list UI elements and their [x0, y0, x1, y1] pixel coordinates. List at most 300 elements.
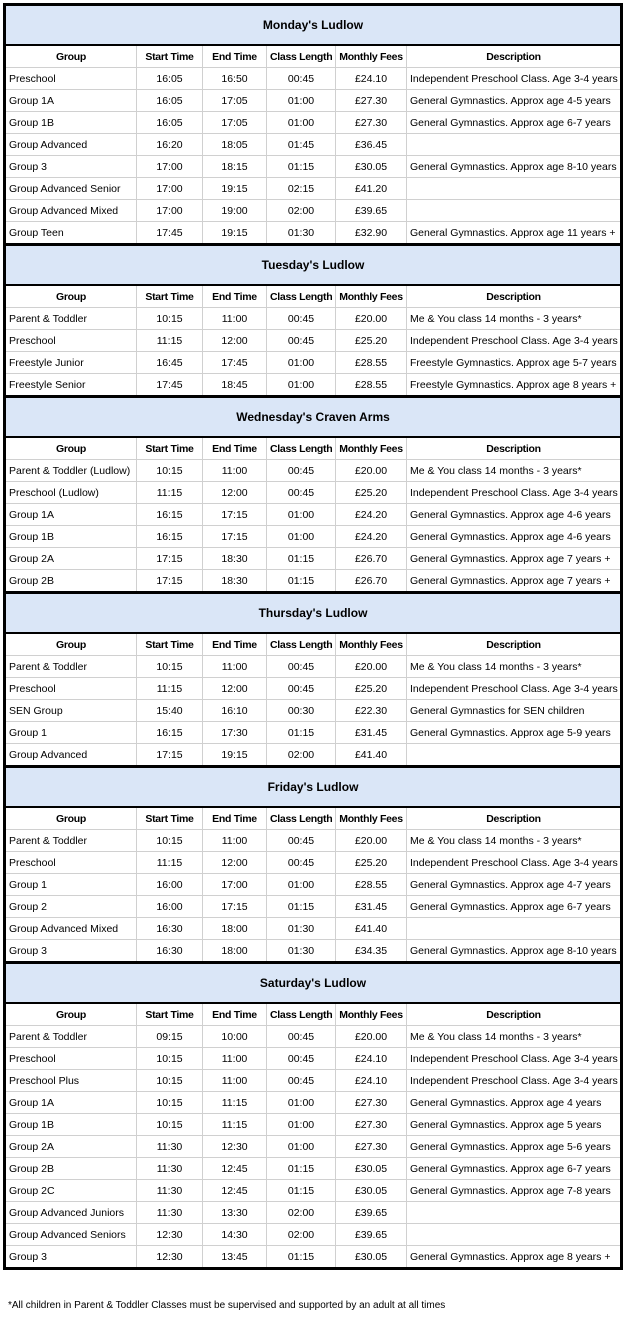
cell-class-length: 00:45: [267, 330, 336, 352]
header-row: [5, 633, 622, 656]
cell-monthly-fees: £39.65: [336, 1224, 407, 1246]
cell-description: General Gymnastics. Approx age 6-7 years: [407, 112, 622, 134]
table-row: [5, 352, 622, 374]
cell-start-time: 11:30: [137, 1158, 203, 1180]
cell-start-time: 17:15: [137, 744, 203, 767]
cell-description: General Gymnastics. Approx age 6-7 years: [407, 896, 622, 918]
cell-description: [407, 134, 622, 156]
header-row: [5, 1003, 622, 1026]
cell-start-time: 10:15: [137, 830, 203, 852]
cell-start-time: 10:15: [137, 308, 203, 330]
table-row: [5, 918, 622, 940]
cell-start-time: 16:30: [137, 918, 203, 940]
cell-end-time: 12:00: [203, 852, 267, 874]
cell-monthly-fees: £26.70: [336, 570, 407, 593]
cell-monthly-fees: £32.90: [336, 222, 407, 245]
cell-group: Preschool: [5, 1048, 137, 1070]
cell-start-time: 17:15: [137, 570, 203, 593]
cell-end-time: 18:05: [203, 134, 267, 156]
cell-description: Independent Preschool Class. Age 3-4 years: [407, 68, 622, 90]
cell-class-length: 00:45: [267, 482, 336, 504]
cell-group: Freestyle Senior: [5, 374, 137, 397]
cell-group: Group 1A: [5, 504, 137, 526]
cell-start-time: 11:15: [137, 852, 203, 874]
cell-start-time: 16:15: [137, 526, 203, 548]
cell-group: Preschool Plus: [5, 1070, 137, 1092]
cell-group: Parent & Toddler (Ludlow): [5, 460, 137, 482]
cell-monthly-fees: £30.05: [336, 1246, 407, 1269]
cell-start-time: 11:30: [137, 1180, 203, 1202]
cell-description: General Gymnastics. Approx age 6-7 years: [407, 1158, 622, 1180]
cell-group: Group Advanced Seniors: [5, 1224, 137, 1246]
cell-description: [407, 200, 622, 222]
cell-class-length: 01:00: [267, 112, 336, 134]
cell-description: General Gymnastics. Approx age 4 years: [407, 1092, 622, 1114]
cell-start-time: 11:30: [137, 1202, 203, 1224]
cell-class-length: 01:00: [267, 352, 336, 374]
cell-end-time: 11:00: [203, 460, 267, 482]
table-row: [5, 570, 622, 593]
cell-description: Independent Preschool Class. Age 3-4 years: [407, 482, 622, 504]
cell-group: Group 3: [5, 1246, 137, 1269]
cell-class-length: 01:00: [267, 90, 336, 112]
cell-monthly-fees: £31.45: [336, 722, 407, 744]
table-row: [5, 68, 622, 90]
header-start-time: Start Time: [137, 285, 203, 308]
header-class-length: Class Length: [267, 807, 336, 830]
cell-monthly-fees: £27.30: [336, 112, 407, 134]
header-description: Description: [407, 633, 622, 656]
table-row: [5, 548, 622, 570]
cell-class-length: 01:00: [267, 374, 336, 397]
cell-description: Independent Preschool Class. Age 3-4 years: [407, 1070, 622, 1092]
cell-description: General Gymnastics. Approx age 7-8 years: [407, 1180, 622, 1202]
table-row: [5, 1158, 622, 1180]
cell-end-time: 19:15: [203, 178, 267, 200]
cell-start-time: 12:30: [137, 1246, 203, 1269]
header-end-time: End Time: [203, 285, 267, 308]
cell-description: General Gymnastics. Approx age 7 years +: [407, 548, 622, 570]
cell-class-length: 00:45: [267, 308, 336, 330]
section-title: Monday's Ludlow: [5, 5, 622, 46]
header-class-length: Class Length: [267, 45, 336, 68]
section-title: Tuesday's Ludlow: [5, 245, 622, 286]
cell-group: Parent & Toddler: [5, 656, 137, 678]
header-end-time: End Time: [203, 437, 267, 460]
cell-end-time: 11:00: [203, 1048, 267, 1070]
header-end-time: End Time: [203, 807, 267, 830]
header-row: [5, 437, 622, 460]
cell-start-time: 17:45: [137, 222, 203, 245]
cell-description: General Gymnastics. Approx age 4-7 years: [407, 874, 622, 896]
cell-description: Me & You class 14 months - 3 years*: [407, 830, 622, 852]
table-row: [5, 90, 622, 112]
cell-start-time: 16:45: [137, 352, 203, 374]
cell-class-length: 01:00: [267, 526, 336, 548]
cell-group: Group 1B: [5, 1114, 137, 1136]
cell-class-length: 01:15: [267, 896, 336, 918]
cell-start-time: 11:15: [137, 330, 203, 352]
cell-group: Group 2B: [5, 570, 137, 593]
header-description: Description: [407, 1003, 622, 1026]
cell-class-length: 02:00: [267, 1202, 336, 1224]
cell-group: Parent & Toddler: [5, 1026, 137, 1048]
header-group: Group: [5, 1003, 137, 1026]
cell-group: Preschool: [5, 330, 137, 352]
cell-end-time: 17:15: [203, 504, 267, 526]
cell-description: Independent Preschool Class. Age 3-4 years: [407, 330, 622, 352]
header-end-time: End Time: [203, 1003, 267, 1026]
table-row: [5, 1070, 622, 1092]
cell-class-length: 01:15: [267, 1246, 336, 1269]
cell-monthly-fees: £25.20: [336, 678, 407, 700]
header-class-length: Class Length: [267, 437, 336, 460]
cell-start-time: 16:30: [137, 940, 203, 963]
cell-end-time: 13:30: [203, 1202, 267, 1224]
cell-group: Group 2B: [5, 1158, 137, 1180]
header-class-length: Class Length: [267, 285, 336, 308]
cell-start-time: 10:15: [137, 1092, 203, 1114]
cell-end-time: 17:15: [203, 896, 267, 918]
cell-class-length: 00:45: [267, 678, 336, 700]
cell-class-length: 01:15: [267, 1180, 336, 1202]
cell-start-time: 16:00: [137, 874, 203, 896]
cell-group: Preschool (Ludlow): [5, 482, 137, 504]
cell-group: Preschool: [5, 678, 137, 700]
header-start-time: Start Time: [137, 807, 203, 830]
cell-group: Group 1B: [5, 526, 137, 548]
header-group: Group: [5, 437, 137, 460]
cell-start-time: 12:30: [137, 1224, 203, 1246]
section-title-row: [5, 963, 622, 1004]
cell-monthly-fees: £25.20: [336, 330, 407, 352]
cell-monthly-fees: £30.05: [336, 156, 407, 178]
cell-end-time: 12:00: [203, 482, 267, 504]
cell-description: General Gymnastics. Approx age 4-5 years: [407, 90, 622, 112]
cell-group: Group 1B: [5, 112, 137, 134]
cell-end-time: 11:00: [203, 308, 267, 330]
cell-description: [407, 918, 622, 940]
header-group: Group: [5, 633, 137, 656]
cell-class-length: 00:45: [267, 1048, 336, 1070]
cell-monthly-fees: £41.20: [336, 178, 407, 200]
cell-description: General Gymnastics. Approx age 5-9 years: [407, 722, 622, 744]
cell-class-length: 01:30: [267, 222, 336, 245]
table-row: [5, 896, 622, 918]
cell-end-time: 18:45: [203, 374, 267, 397]
cell-end-time: 16:50: [203, 68, 267, 90]
cell-monthly-fees: £27.30: [336, 1114, 407, 1136]
table-row: [5, 460, 622, 482]
cell-group: Group 1A: [5, 90, 137, 112]
header-monthly-fees: Monthly Fees: [336, 1003, 407, 1026]
cell-group: Group 2: [5, 896, 137, 918]
header-description: Description: [407, 285, 622, 308]
cell-start-time: 11:15: [137, 678, 203, 700]
cell-group: Group 1: [5, 722, 137, 744]
header-end-time: End Time: [203, 45, 267, 68]
cell-class-length: 00:45: [267, 68, 336, 90]
cell-start-time: 17:00: [137, 200, 203, 222]
section-title-row: [5, 767, 622, 808]
cell-monthly-fees: £31.45: [336, 896, 407, 918]
cell-group: Group Advanced: [5, 134, 137, 156]
header-row: [5, 285, 622, 308]
header-monthly-fees: Monthly Fees: [336, 437, 407, 460]
cell-class-length: 00:45: [267, 830, 336, 852]
header-monthly-fees: Monthly Fees: [336, 807, 407, 830]
cell-class-length: 00:45: [267, 1070, 336, 1092]
footnote: *All children in Parent & Toddler Classes must be supervised and supported by an adult at all times: [8, 1300, 446, 1311]
cell-description: Independent Preschool Class. Age 3-4 years: [407, 852, 622, 874]
cell-description: General Gymnastics. Approx age 4-6 years: [407, 504, 622, 526]
section-title: Friday's Ludlow: [5, 767, 622, 808]
cell-start-time: 16:20: [137, 134, 203, 156]
cell-end-time: 17:00: [203, 874, 267, 896]
cell-end-time: 16:10: [203, 700, 267, 722]
cell-monthly-fees: £24.20: [336, 526, 407, 548]
cell-end-time: 18:15: [203, 156, 267, 178]
header-start-time: Start Time: [137, 633, 203, 656]
section-title-row: [5, 245, 622, 286]
header-group: Group: [5, 807, 137, 830]
cell-end-time: 17:45: [203, 352, 267, 374]
cell-description: General Gymnastics. Approx age 11 years +: [407, 222, 622, 245]
cell-group: Group 1A: [5, 1092, 137, 1114]
cell-class-length: 00:45: [267, 1026, 336, 1048]
section-title: Wednesday's Craven Arms: [5, 397, 622, 438]
cell-monthly-fees: £30.05: [336, 1158, 407, 1180]
cell-description: General Gymnastics. Approx age 4-6 years: [407, 526, 622, 548]
cell-class-length: 01:30: [267, 918, 336, 940]
table-row: [5, 744, 622, 767]
cell-description: [407, 744, 622, 767]
cell-class-length: 02:00: [267, 744, 336, 767]
cell-start-time: 17:45: [137, 374, 203, 397]
cell-monthly-fees: £24.20: [336, 504, 407, 526]
cell-start-time: 10:15: [137, 1048, 203, 1070]
cell-start-time: 10:15: [137, 1114, 203, 1136]
cell-end-time: 13:45: [203, 1246, 267, 1269]
header-monthly-fees: Monthly Fees: [336, 633, 407, 656]
cell-class-length: 02:15: [267, 178, 336, 200]
header-monthly-fees: Monthly Fees: [336, 45, 407, 68]
cell-start-time: 16:15: [137, 504, 203, 526]
table-row: [5, 1202, 622, 1224]
cell-end-time: 17:05: [203, 112, 267, 134]
cell-monthly-fees: £20.00: [336, 460, 407, 482]
header-start-time: Start Time: [137, 1003, 203, 1026]
cell-end-time: 17:15: [203, 526, 267, 548]
cell-start-time: 17:15: [137, 548, 203, 570]
section-title-row: [5, 5, 622, 46]
cell-monthly-fees: £24.10: [336, 1048, 407, 1070]
cell-class-length: 00:45: [267, 460, 336, 482]
table-row: [5, 940, 622, 963]
cell-end-time: 11:15: [203, 1092, 267, 1114]
cell-end-time: 11:15: [203, 1114, 267, 1136]
cell-description: General Gymnastics. Approx age 7 years +: [407, 570, 622, 593]
cell-description: [407, 178, 622, 200]
cell-start-time: 10:15: [137, 460, 203, 482]
table-row: [5, 134, 622, 156]
cell-class-length: 01:00: [267, 874, 336, 896]
cell-description: Independent Preschool Class. Age 3-4 years: [407, 678, 622, 700]
cell-end-time: 12:00: [203, 678, 267, 700]
cell-description: Freestyle Gymnastics. Approx age 8 years +: [407, 374, 622, 397]
cell-description: Me & You class 14 months - 3 years*: [407, 460, 622, 482]
cell-monthly-fees: £25.20: [336, 852, 407, 874]
table-row: [5, 374, 622, 397]
cell-end-time: 11:00: [203, 830, 267, 852]
cell-end-time: 18:00: [203, 940, 267, 963]
cell-monthly-fees: £24.10: [336, 1070, 407, 1092]
table-row: [5, 722, 622, 744]
cell-group: Preschool: [5, 852, 137, 874]
table-row: [5, 1114, 622, 1136]
table-row: [5, 482, 622, 504]
cell-monthly-fees: £27.30: [336, 1136, 407, 1158]
table-row: [5, 178, 622, 200]
header-class-length: Class Length: [267, 633, 336, 656]
cell-group: SEN Group: [5, 700, 137, 722]
cell-monthly-fees: £27.30: [336, 90, 407, 112]
table-row: [5, 678, 622, 700]
cell-monthly-fees: £20.00: [336, 1026, 407, 1048]
cell-description: [407, 1202, 622, 1224]
table-row: [5, 156, 622, 178]
cell-class-length: 00:30: [267, 700, 336, 722]
table-row: [5, 1224, 622, 1246]
cell-start-time: 11:15: [137, 482, 203, 504]
cell-group: Preschool: [5, 68, 137, 90]
cell-end-time: 12:00: [203, 330, 267, 352]
cell-monthly-fees: £36.45: [336, 134, 407, 156]
cell-group: Group 3: [5, 156, 137, 178]
table-row: [5, 504, 622, 526]
cell-start-time: 16:15: [137, 722, 203, 744]
table-row: [5, 1136, 622, 1158]
header-row: [5, 45, 622, 68]
cell-end-time: 18:00: [203, 918, 267, 940]
cell-class-length: 01:15: [267, 570, 336, 593]
cell-description: Me & You class 14 months - 3 years*: [407, 656, 622, 678]
table-row: [5, 222, 622, 245]
cell-monthly-fees: £41.40: [336, 918, 407, 940]
cell-monthly-fees: £34.35: [336, 940, 407, 963]
header-end-time: End Time: [203, 633, 267, 656]
cell-monthly-fees: £25.20: [336, 482, 407, 504]
cell-end-time: 17:05: [203, 90, 267, 112]
cell-class-length: 01:15: [267, 1158, 336, 1180]
cell-description: General Gymnastics. Approx age 8-10 years: [407, 156, 622, 178]
cell-class-length: 01:00: [267, 1114, 336, 1136]
cell-start-time: 16:05: [137, 90, 203, 112]
table-row: [5, 1246, 622, 1269]
cell-start-time: 10:15: [137, 656, 203, 678]
cell-monthly-fees: £39.65: [336, 200, 407, 222]
section-title: Thursday's Ludlow: [5, 593, 622, 634]
cell-group: Group Advanced: [5, 744, 137, 767]
cell-group: Parent & Toddler: [5, 830, 137, 852]
cell-group: Group Advanced Juniors: [5, 1202, 137, 1224]
cell-class-length: 01:00: [267, 504, 336, 526]
cell-class-length: 00:45: [267, 852, 336, 874]
cell-start-time: 16:05: [137, 68, 203, 90]
cell-start-time: 11:30: [137, 1136, 203, 1158]
cell-group: Group Advanced Mixed: [5, 200, 137, 222]
table-row: [5, 1092, 622, 1114]
table-row: [5, 874, 622, 896]
cell-start-time: 17:00: [137, 156, 203, 178]
table-row: [5, 1180, 622, 1202]
cell-end-time: 12:45: [203, 1158, 267, 1180]
table-row: [5, 308, 622, 330]
cell-end-time: 19:15: [203, 744, 267, 767]
section-title-row: [5, 593, 622, 634]
cell-monthly-fees: £22.30: [336, 700, 407, 722]
cell-group: Group Advanced Mixed: [5, 918, 137, 940]
cell-start-time: 10:15: [137, 1070, 203, 1092]
cell-class-length: 01:00: [267, 1136, 336, 1158]
cell-description: General Gymnastics for SEN children: [407, 700, 622, 722]
header-group: Group: [5, 285, 137, 308]
cell-end-time: 10:00: [203, 1026, 267, 1048]
cell-monthly-fees: £28.55: [336, 374, 407, 397]
timetable-table: [3, 3, 623, 1270]
cell-monthly-fees: £20.00: [336, 830, 407, 852]
header-class-length: Class Length: [267, 1003, 336, 1026]
cell-start-time: 16:05: [137, 112, 203, 134]
cell-description: Me & You class 14 months - 3 years*: [407, 1026, 622, 1048]
cell-monthly-fees: £26.70: [336, 548, 407, 570]
cell-class-length: 01:00: [267, 1092, 336, 1114]
cell-monthly-fees: £28.55: [336, 874, 407, 896]
header-description: Description: [407, 437, 622, 460]
table-row: [5, 656, 622, 678]
table-row: [5, 830, 622, 852]
cell-end-time: 17:30: [203, 722, 267, 744]
table-row: [5, 200, 622, 222]
cell-class-length: 01:30: [267, 940, 336, 963]
cell-monthly-fees: £24.10: [336, 68, 407, 90]
cell-group: Group 2C: [5, 1180, 137, 1202]
table-row: [5, 700, 622, 722]
cell-group: Freestyle Junior: [5, 352, 137, 374]
cell-description: Independent Preschool Class. Age 3-4 years: [407, 1048, 622, 1070]
table-row: [5, 112, 622, 134]
cell-end-time: 12:45: [203, 1180, 267, 1202]
cell-description: General Gymnastics. Approx age 5-6 years: [407, 1136, 622, 1158]
cell-monthly-fees: £41.40: [336, 744, 407, 767]
cell-description: General Gymnastics. Approx age 5 years: [407, 1114, 622, 1136]
cell-description: Freestyle Gymnastics. Approx age 5-7 years: [407, 352, 622, 374]
header-monthly-fees: Monthly Fees: [336, 285, 407, 308]
cell-start-time: 16:00: [137, 896, 203, 918]
table-row: [5, 852, 622, 874]
cell-end-time: 18:30: [203, 548, 267, 570]
cell-group: Parent & Toddler: [5, 308, 137, 330]
table-row: [5, 330, 622, 352]
cell-monthly-fees: £20.00: [336, 308, 407, 330]
section-title-row: [5, 397, 622, 438]
cell-start-time: 09:15: [137, 1026, 203, 1048]
timetable: [3, 3, 623, 1270]
cell-monthly-fees: £20.00: [336, 656, 407, 678]
cell-end-time: 11:00: [203, 656, 267, 678]
header-row: [5, 807, 622, 830]
cell-group: Group 2A: [5, 548, 137, 570]
